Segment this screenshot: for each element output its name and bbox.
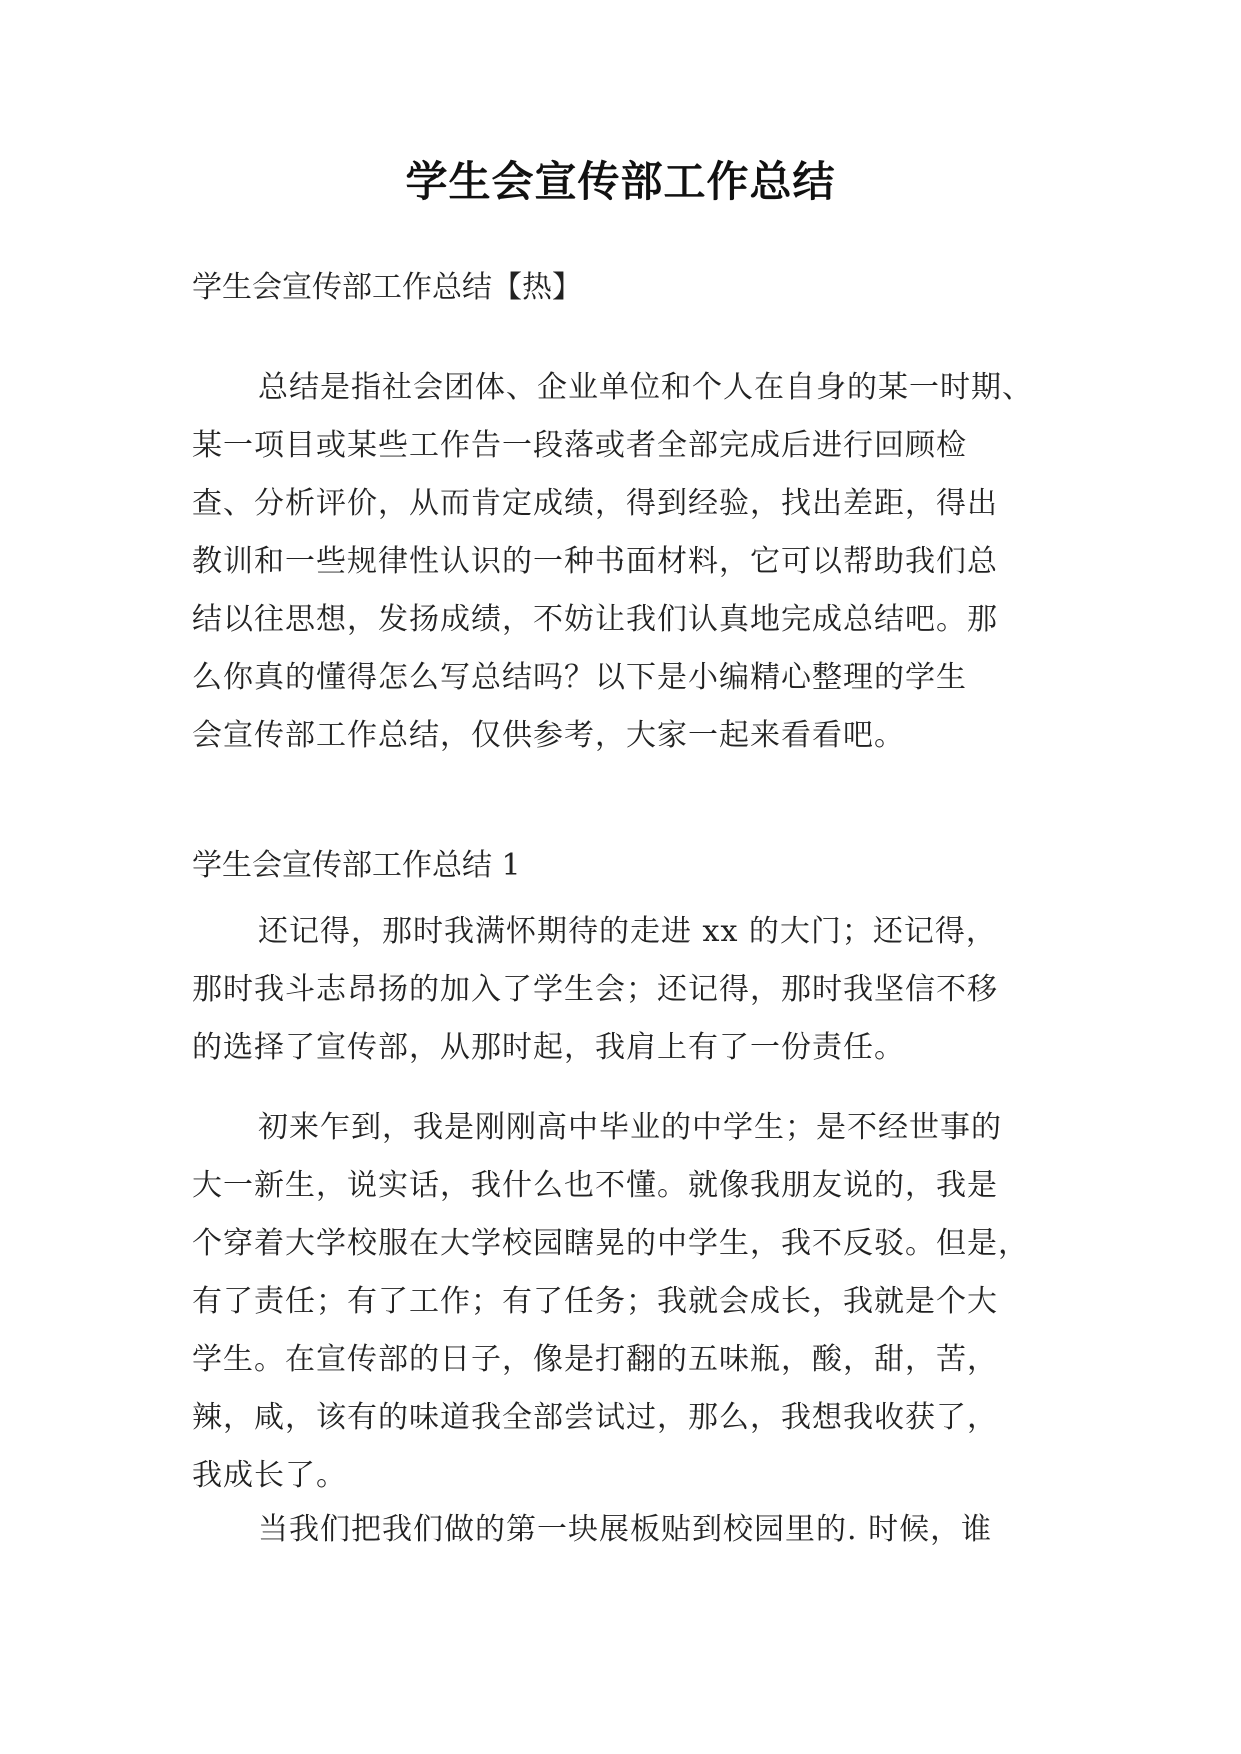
paragraph-line: 初来乍到，我是刚刚高中毕业的中学生；是不经世事的 (258, 1110, 1002, 1145)
paragraph-line: 总结是指社会团体、企业单位和个人在自身的某一时期、 (258, 370, 1033, 405)
paragraph-line: 大一新生，说实话，我什么也不懂。就像我朋友说的，我是 (192, 1168, 998, 1203)
paragraph-line: 我成长了。 (192, 1458, 347, 1493)
paragraph-line: 学生。在宣传部的日子，像是打翻的五味瓶，酸，甜，苦， (192, 1342, 998, 1377)
paragraph-line: 某一项目或某些工作告一段落或者全部完成后进行回顾检 (192, 428, 967, 463)
section-heading: 学生会宣传部工作总结 1 (192, 848, 521, 883)
intro-paragraph (192, 359, 1052, 765)
paragraph-line: 还记得，那时我满怀期待的走进 xx 的大门；还记得， (258, 914, 997, 949)
paragraph-line: 么你真的懂得怎么写总结吗？以下是小编精心整理的学生 (192, 660, 967, 695)
paragraph-line: 教训和一些规律性认识的一种书面材料，它可以帮助我们总 (192, 544, 998, 579)
subtitle: 学生会宣传部工作总结【热】 (192, 270, 582, 305)
paragraph-line: 辣，咸，该有的味道我全部尝试过，那么，我想我收获了， (192, 1400, 998, 1435)
paragraph-line: 有了责任；有了工作；有了任务；我就会成长，我就是个大 (192, 1284, 998, 1319)
section-paragraph (192, 1099, 1052, 1505)
section-paragraph (192, 903, 1052, 1077)
paragraph-line: 会宣传部工作总结，仅供参考，大家一起来看看吧。 (192, 718, 905, 753)
section-paragraph (192, 1501, 1052, 1559)
paragraph-line: 的选择了宣传部，从那时起，我肩上有了一份责任。 (192, 1030, 905, 1065)
paragraph-line: 查、分析评价，从而肯定成绩，得到经验，找出差距，得出 (192, 486, 998, 521)
paragraph-line: 当我们把我们做的第一块展板贴到校园里的. 时候，谁 (258, 1512, 993, 1547)
paragraph-line: 结以往思想，发扬成绩，不妨让我们认真地完成总结吧。那 (192, 602, 998, 637)
page-title: 学生会宣传部工作总结 (405, 157, 836, 206)
paragraph-line: 个穿着大学校服在大学校园瞎晃的中学生，我不反驳。但是， (192, 1226, 1029, 1261)
paragraph-line: 那时我斗志昂扬的加入了学生会；还记得，那时我坚信不移 (192, 972, 998, 1007)
